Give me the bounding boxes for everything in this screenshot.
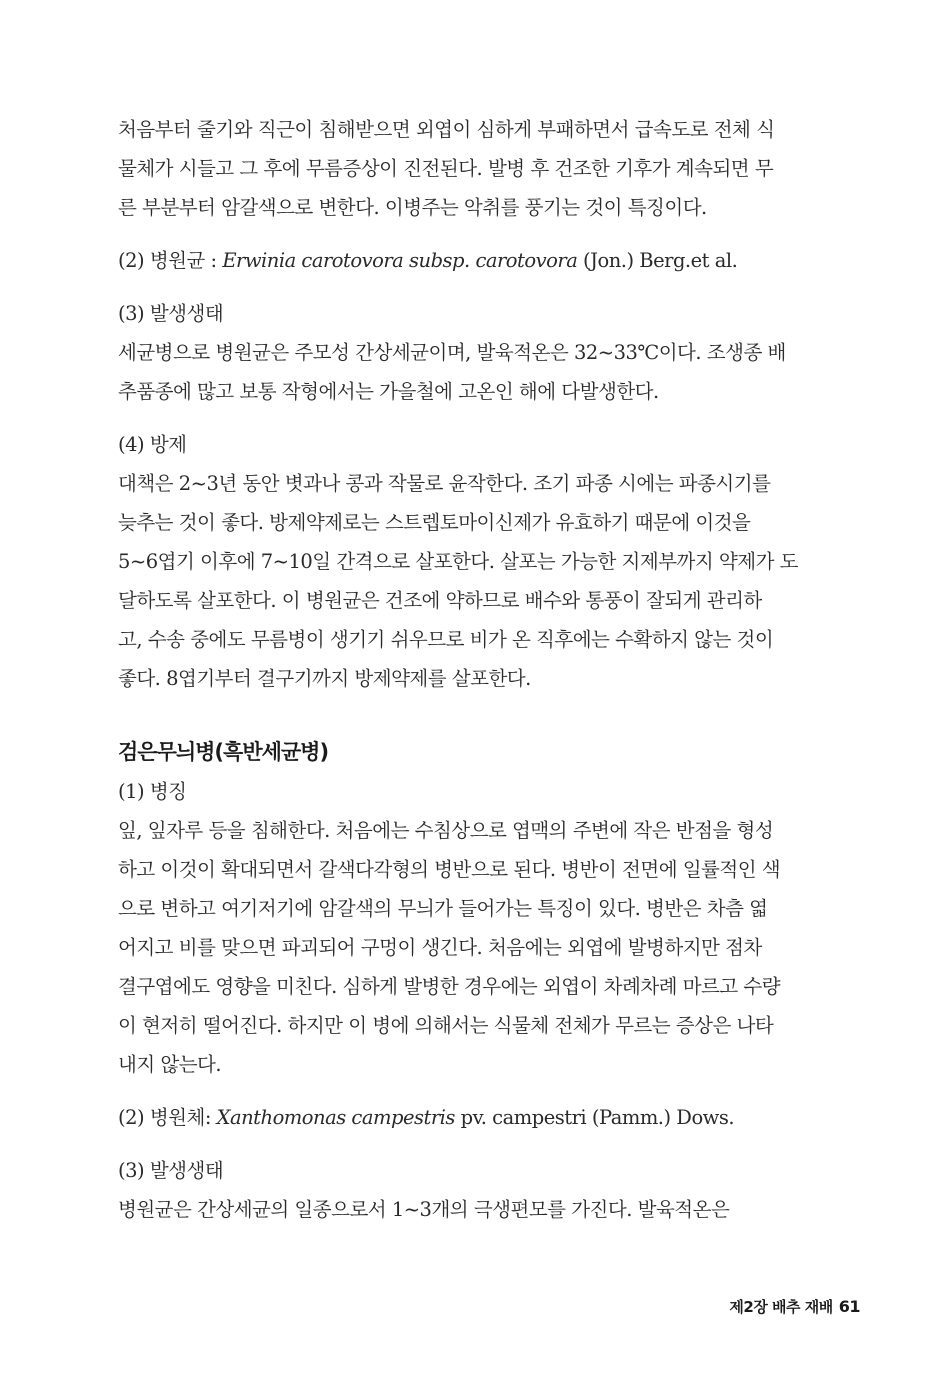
text-line: 좋다. 8엽기부터 결구기까지 방제약제를 살포한다. xyxy=(118,667,531,690)
text-line: 으로 변하고 여기저기에 암갈색의 무늬가 들어가는 특징이 있다. 병반은 차츰 엷 xyxy=(118,897,768,920)
black-spot-ecology-title: (3) 발생생태 xyxy=(118,1159,224,1182)
text-line: 대책은 2~3년 동안 볏과나 콩과 작물로 윤작한다. 조기 파종 시에는 파종시기를 xyxy=(118,472,771,495)
text-line: 잎, 잎자루 등을 침해한다. 처음에는 수침상으로 엽맥의 주변에 작은 반점을 형성 xyxy=(118,819,774,842)
text-line: 추품종에 많고 보통 작형에서는 가을철에 고온인 해에 다발생한다. xyxy=(118,380,659,403)
text-line: 달하도록 살포한다. 이 병원균은 건조에 약하므로 배수와 통풍이 잘되게 관리하 xyxy=(118,589,762,612)
soft-rot-control-title: (4) 방제 xyxy=(118,433,187,456)
text-line: 물체가 시들고 그 후에 무름증상이 진전된다. 발병 후 건조한 기후가 계속되면 무 xyxy=(118,157,774,180)
text-line: 고, 수송 중에도 무름병이 생기기 쉬우므로 비가 온 직후에는 수확하지 않는 것이 xyxy=(118,628,774,651)
text-line: 늦추는 것이 좋다. 방제약제로는 스트렙토마이신제가 유효하기 때문에 이것을 xyxy=(118,511,751,534)
text-line: 5~6엽기 이후에 7~10일 간격으로 살포한다. 살포는 가능한 지제부까지 약제가 도 xyxy=(118,550,798,573)
text-line: 하고 이것이 확대되면서 갈색다각형의 병반으로 된다. 병반이 전면에 일률적인 색 xyxy=(118,858,781,881)
black-spot-ecology-paragraph xyxy=(118,1190,833,1229)
text-line: 병원균은 간상세균의 일종으로서 1~3개의 극생편모를 가진다. 발육적온은 xyxy=(118,1198,730,1221)
soft-rot-symptom-paragraph xyxy=(118,110,833,227)
text-line: 어지고 비를 맞으면 파괴되어 구멍이 생긴다. 처음에는 외엽에 발병하지만 점차 xyxy=(118,936,762,959)
soft-rot-ecology-paragraph xyxy=(118,333,833,411)
black-spot-symptom-title: (1) 병징 xyxy=(118,780,187,803)
page-footer xyxy=(700,1296,860,1317)
black-spot-symptom-paragraph xyxy=(118,811,833,1084)
soft-rot-ecology-title: (3) 발생생태 xyxy=(118,302,224,325)
text-line: 세균병으로 병원균은 주모성 간상세균이며, 발육적온은 32~33℃이다. 조생종 배 xyxy=(118,341,786,364)
black-spot-pathogen-line: (2) 병원체: Xanthomonas campestris pv. campestri (Pamm.) Dows. xyxy=(118,1106,735,1129)
text-line: 른 부분부터 암갈색으로 변한다. 이병주는 악취를 풍기는 것이 특징이다. xyxy=(118,196,707,219)
soft-rot-control-paragraph xyxy=(118,464,833,698)
section-heading-black-spot: 검은무늬병(흑반세균병) xyxy=(118,740,329,764)
pathogen-scientific-name: Xanthomonas campestris xyxy=(216,1106,455,1129)
chapter-label: 제2장 배추 재배 xyxy=(729,1298,833,1316)
text-line: 내지 않는다. xyxy=(118,1053,222,1076)
text-line: 결구엽에도 영향을 미친다. 심하게 발병한 경우에는 외엽이 차례차례 마르고 수량 xyxy=(118,975,781,998)
text-line: 처음부터 줄기와 직근이 침해받으면 외엽이 심하게 부패하면서 급속도로 전체 식 xyxy=(118,118,775,141)
pathogen-scientific-name: Erwinia carotovora subsp. carotovora xyxy=(222,249,578,272)
page-number: 61 xyxy=(838,1297,860,1316)
text-line: 이 현저히 떨어진다. 하지만 이 병에 의해서는 식물체 전체가 무르는 증상은 나타 xyxy=(118,1014,774,1037)
soft-rot-pathogen-line: (2) 병원균 : Erwinia carotovora subsp. carotovora (Jon.) Berg.et al. xyxy=(118,249,738,272)
page-body xyxy=(118,110,833,1229)
